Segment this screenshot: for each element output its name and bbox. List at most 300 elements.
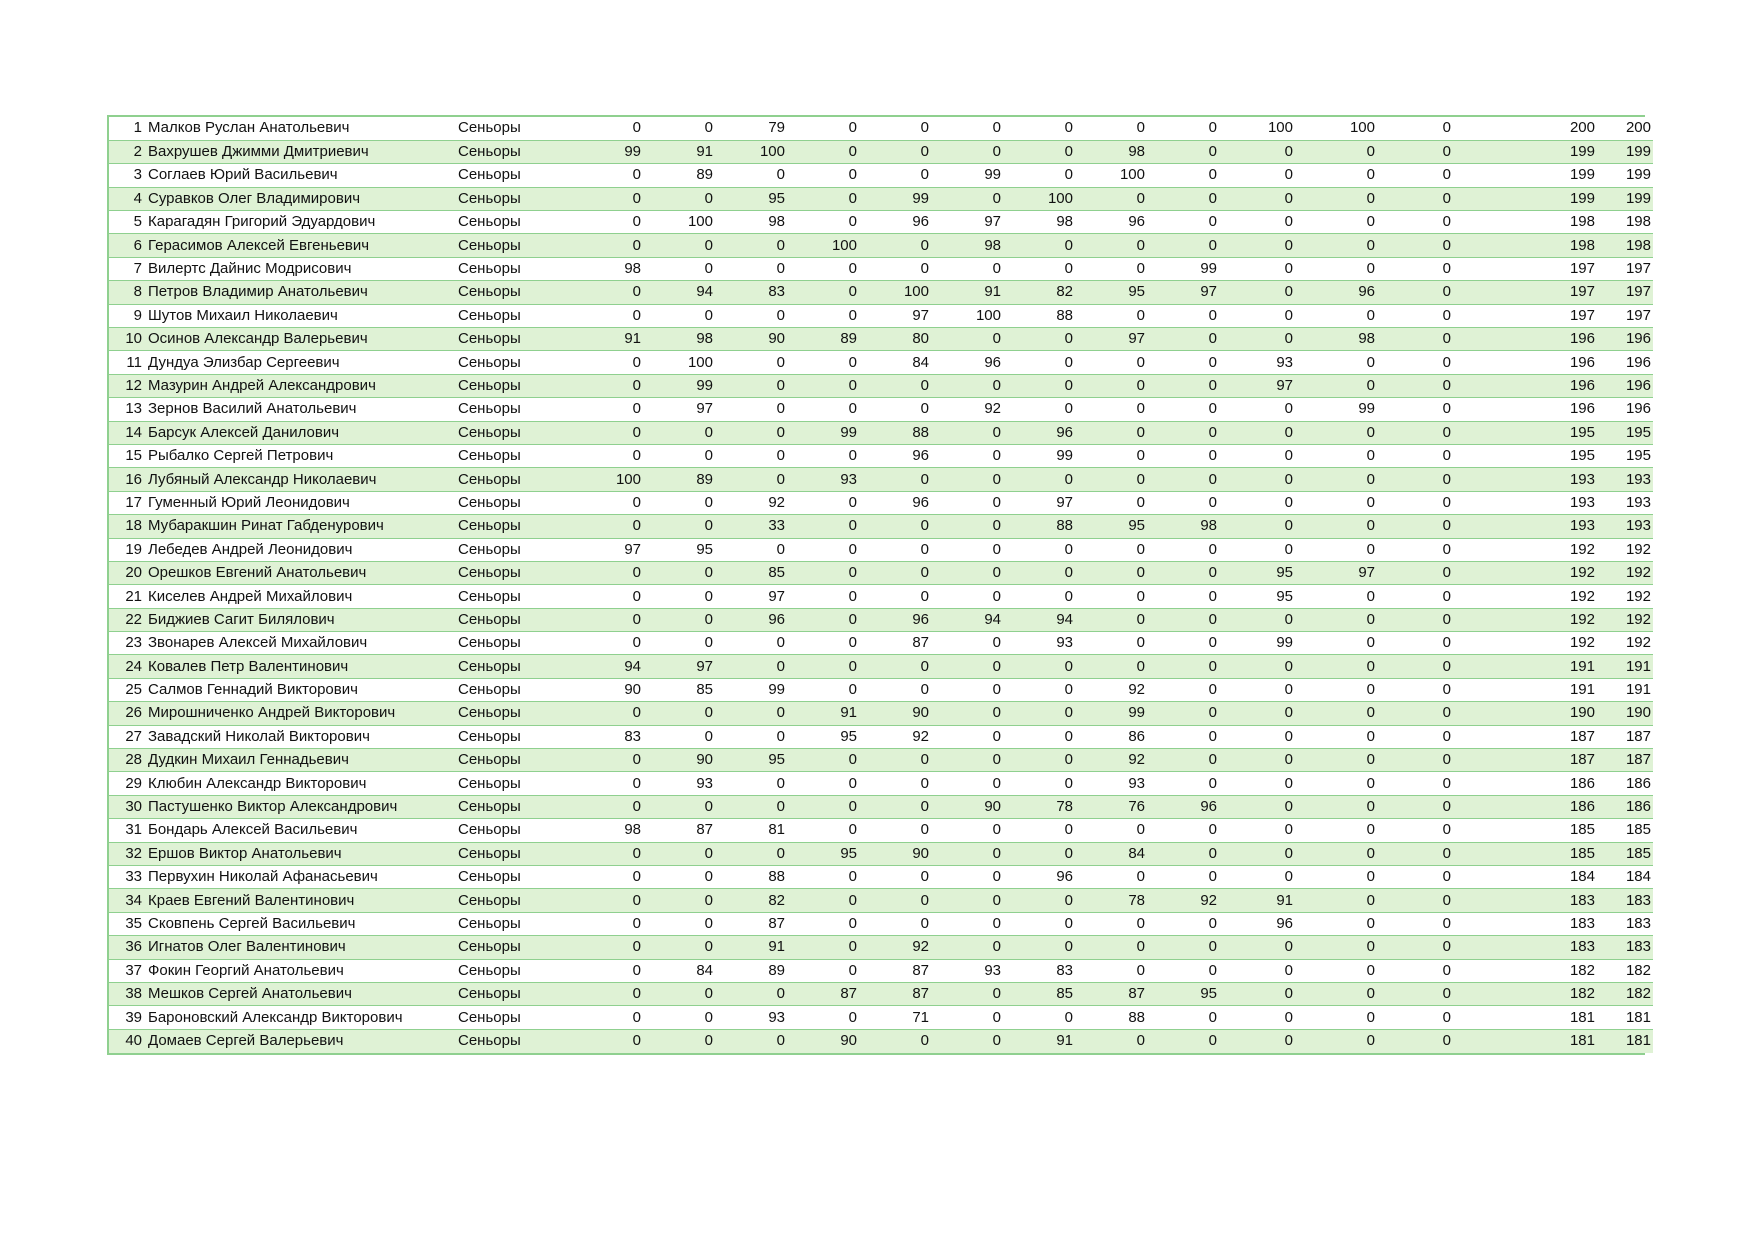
total-cell: 186: [1595, 772, 1653, 795]
stage-score-cell: 0: [1375, 421, 1451, 444]
table-row: [109, 866, 1653, 889]
participant-name-cell: Осинов Александр Валерьевич: [147, 328, 458, 351]
stage-score-cell: 0: [785, 585, 857, 608]
table-row: [109, 140, 1653, 163]
stage-score-cell: 0: [1073, 234, 1145, 257]
stage-score-cell: 0: [641, 444, 713, 467]
stage-score-cell: 0: [1375, 515, 1451, 538]
stage-score-cell: 0: [929, 421, 1001, 444]
stage-score-cell: 0: [857, 912, 929, 935]
stage-score-cell: 88: [857, 421, 929, 444]
stage-score-cell: 0: [1293, 959, 1375, 982]
stage-score-cell: 0: [1293, 772, 1375, 795]
stage-score-cell: 0: [1217, 655, 1293, 678]
stage-score-cell: 0: [1145, 374, 1217, 397]
total-cell: 187: [1595, 725, 1653, 748]
sum-cell: 193: [1451, 491, 1595, 514]
participant-name-cell: Клюбин Александр Викторович: [147, 772, 458, 795]
stage-score-cell: 96: [1001, 866, 1073, 889]
participant-name-cell: Бароновский Александр Викторович: [147, 1006, 458, 1029]
stage-score-cell: 0: [929, 678, 1001, 701]
category-cell: Сеньоры: [458, 117, 583, 140]
stage-score-cell: 0: [1293, 140, 1375, 163]
participant-name-cell: Сковпень Сергей Васильевич: [147, 912, 458, 935]
stage-score-cell: 0: [1145, 842, 1217, 865]
stage-score-cell: 0: [857, 772, 929, 795]
stage-score-cell: 0: [1375, 889, 1451, 912]
stage-score-cell: 0: [583, 982, 641, 1005]
stage-score-cell: 0: [1293, 187, 1375, 210]
stage-score-cell: 0: [713, 374, 785, 397]
stage-score-cell: 0: [857, 795, 929, 818]
stage-score-cell: 0: [1001, 772, 1073, 795]
stage-score-cell: 0: [1145, 351, 1217, 374]
category-cell: Сеньоры: [458, 398, 583, 421]
total-cell: 193: [1595, 491, 1653, 514]
stage-score-cell: 0: [583, 889, 641, 912]
rank-cell: 2: [109, 140, 147, 163]
sum-cell: 182: [1451, 982, 1595, 1005]
stage-score-cell: 0: [1073, 187, 1145, 210]
participant-name-cell: Вилертс Дайнис Модрисович: [147, 257, 458, 280]
category-cell: Сеньоры: [458, 678, 583, 701]
stage-score-cell: 0: [1293, 468, 1375, 491]
stage-score-cell: 0: [929, 468, 1001, 491]
table-row: [109, 491, 1653, 514]
stage-score-cell: 0: [1073, 351, 1145, 374]
total-cell: 199: [1595, 187, 1653, 210]
table-row: [109, 257, 1653, 280]
stage-score-cell: 0: [785, 538, 857, 561]
stage-score-cell: 0: [1073, 561, 1145, 584]
participant-name-cell: Первухин Николай Афанасьевич: [147, 866, 458, 889]
stage-score-cell: 0: [857, 561, 929, 584]
rank-cell: 25: [109, 678, 147, 701]
total-cell: 183: [1595, 889, 1653, 912]
stage-score-cell: 94: [1001, 608, 1073, 631]
category-cell: Сеньоры: [458, 655, 583, 678]
participant-name-cell: Краев Евгений Валентинович: [147, 889, 458, 912]
stage-score-cell: 96: [1217, 912, 1293, 935]
stage-score-cell: 96: [1293, 281, 1375, 304]
sum-cell: 196: [1451, 351, 1595, 374]
stage-score-cell: 91: [785, 702, 857, 725]
stage-score-cell: 90: [857, 702, 929, 725]
category-cell: Сеньоры: [458, 538, 583, 561]
rank-cell: 12: [109, 374, 147, 397]
stage-score-cell: 0: [857, 117, 929, 140]
category-cell: Сеньоры: [458, 1006, 583, 1029]
category-cell: Сеньоры: [458, 912, 583, 935]
stage-score-cell: 0: [1375, 234, 1451, 257]
total-cell: 182: [1595, 982, 1653, 1005]
stage-score-cell: 0: [929, 866, 1001, 889]
rank-cell: 36: [109, 936, 147, 959]
stage-score-cell: 0: [785, 866, 857, 889]
participant-name-cell: Гуменный Юрий Леонидович: [147, 491, 458, 514]
stage-score-cell: 0: [1293, 678, 1375, 701]
rank-cell: 28: [109, 749, 147, 772]
total-cell: 187: [1595, 749, 1653, 772]
rank-cell: 11: [109, 351, 147, 374]
stage-score-cell: 95: [713, 749, 785, 772]
stage-score-cell: 96: [857, 444, 929, 467]
stage-score-cell: 0: [713, 538, 785, 561]
stage-score-cell: 0: [785, 819, 857, 842]
category-cell: Сеньоры: [458, 421, 583, 444]
stage-score-cell: 93: [785, 468, 857, 491]
table-row: [109, 281, 1653, 304]
stage-score-cell: 0: [1217, 234, 1293, 257]
stage-score-cell: 99: [1073, 702, 1145, 725]
stage-score-cell: 99: [1145, 257, 1217, 280]
stage-score-cell: 0: [1001, 328, 1073, 351]
rank-cell: 22: [109, 608, 147, 631]
category-cell: Сеньоры: [458, 304, 583, 327]
stage-score-cell: 0: [1293, 421, 1375, 444]
stage-score-cell: 87: [857, 632, 929, 655]
stage-score-cell: 0: [1293, 632, 1375, 655]
stage-score-cell: 99: [929, 164, 1001, 187]
category-cell: Сеньоры: [458, 257, 583, 280]
stage-score-cell: 83: [583, 725, 641, 748]
stage-score-cell: 98: [1293, 328, 1375, 351]
total-cell: 193: [1595, 468, 1653, 491]
table-row: [109, 164, 1653, 187]
stage-score-cell: 97: [713, 585, 785, 608]
stage-score-cell: 0: [641, 795, 713, 818]
stage-score-cell: 0: [583, 304, 641, 327]
stage-score-cell: 0: [857, 257, 929, 280]
participant-name-cell: Домаев Сергей Валерьевич: [147, 1029, 458, 1052]
stage-score-cell: 0: [1293, 982, 1375, 1005]
stage-score-cell: 91: [583, 328, 641, 351]
rank-cell: 16: [109, 468, 147, 491]
stage-score-cell: 0: [929, 1006, 1001, 1029]
stage-score-cell: 0: [1073, 304, 1145, 327]
stage-score-cell: 95: [1145, 982, 1217, 1005]
stage-score-cell: 0: [1375, 842, 1451, 865]
sum-cell: 184: [1451, 866, 1595, 889]
stage-score-cell: 0: [583, 351, 641, 374]
stage-score-cell: 0: [1073, 117, 1145, 140]
stage-score-cell: 0: [785, 772, 857, 795]
stage-score-cell: 89: [785, 328, 857, 351]
stage-score-cell: 0: [929, 257, 1001, 280]
stage-score-cell: 96: [929, 351, 1001, 374]
stage-score-cell: 98: [583, 819, 641, 842]
stage-score-cell: 0: [641, 585, 713, 608]
participant-name-cell: Мирошниченко Андрей Викторович: [147, 702, 458, 725]
total-cell: 192: [1595, 561, 1653, 584]
stage-score-cell: 0: [1375, 117, 1451, 140]
rank-cell: 37: [109, 959, 147, 982]
stage-score-cell: 96: [857, 608, 929, 631]
stage-score-cell: 91: [713, 936, 785, 959]
stage-score-cell: 0: [583, 117, 641, 140]
total-cell: 196: [1595, 351, 1653, 374]
category-cell: Сеньоры: [458, 328, 583, 351]
stage-score-cell: 0: [1293, 608, 1375, 631]
stage-score-cell: 0: [1375, 678, 1451, 701]
stage-score-cell: 90: [929, 795, 1001, 818]
stage-score-cell: 96: [857, 491, 929, 514]
sum-cell: 199: [1451, 140, 1595, 163]
stage-score-cell: 0: [785, 374, 857, 397]
table-row: [109, 655, 1653, 678]
category-cell: Сеньоры: [458, 491, 583, 514]
total-cell: 183: [1595, 936, 1653, 959]
total-cell: 199: [1595, 164, 1653, 187]
stage-score-cell: 0: [713, 444, 785, 467]
stage-score-cell: 93: [1073, 772, 1145, 795]
stage-score-cell: 87: [641, 819, 713, 842]
sum-cell: 192: [1451, 608, 1595, 631]
participant-name-cell: Малков Руслан Анатольевич: [147, 117, 458, 140]
stage-score-cell: 85: [1001, 982, 1073, 1005]
participant-name-cell: Карагадян Григорий Эдуардович: [147, 211, 458, 234]
stage-score-cell: 0: [1073, 257, 1145, 280]
stage-score-cell: 0: [1073, 585, 1145, 608]
sum-cell: 193: [1451, 515, 1595, 538]
participant-name-cell: Петров Владимир Анатольевич: [147, 281, 458, 304]
stage-score-cell: 100: [583, 468, 641, 491]
stage-score-cell: 0: [1001, 257, 1073, 280]
stage-score-cell: 71: [857, 1006, 929, 1029]
stage-score-cell: 0: [1217, 749, 1293, 772]
stage-score-cell: 0: [929, 936, 1001, 959]
category-cell: Сеньоры: [458, 561, 583, 584]
stage-score-cell: 82: [1001, 281, 1073, 304]
stage-score-cell: 0: [583, 234, 641, 257]
stage-score-cell: 0: [1293, 912, 1375, 935]
stage-score-cell: 0: [583, 374, 641, 397]
stage-score-cell: 0: [1217, 678, 1293, 701]
stage-score-cell: 94: [929, 608, 1001, 631]
stage-score-cell: 0: [1073, 632, 1145, 655]
stage-score-cell: 87: [713, 912, 785, 935]
stage-score-cell: 98: [713, 211, 785, 234]
stage-score-cell: 0: [713, 421, 785, 444]
stage-score-cell: 100: [1217, 117, 1293, 140]
stage-score-cell: 0: [1375, 257, 1451, 280]
table-row: [109, 936, 1653, 959]
category-cell: Сеньоры: [458, 234, 583, 257]
stage-score-cell: 92: [857, 725, 929, 748]
stage-score-cell: 88: [1001, 515, 1073, 538]
stage-score-cell: 0: [641, 725, 713, 748]
stage-score-cell: 0: [929, 632, 1001, 655]
stage-score-cell: 0: [1217, 421, 1293, 444]
stage-score-cell: 0: [713, 164, 785, 187]
rank-cell: 32: [109, 842, 147, 865]
stage-score-cell: 0: [1375, 795, 1451, 818]
stage-score-cell: 0: [583, 608, 641, 631]
stage-score-cell: 0: [1293, 702, 1375, 725]
stage-score-cell: 0: [1217, 468, 1293, 491]
participant-name-cell: Герасимов Алексей Евгеньевич: [147, 234, 458, 257]
stage-score-cell: 91: [1001, 1029, 1073, 1052]
stage-score-cell: 97: [1145, 281, 1217, 304]
participant-name-cell: Ковалев Петр Валентинович: [147, 655, 458, 678]
stage-score-cell: 0: [1293, 515, 1375, 538]
stage-score-cell: 0: [1073, 608, 1145, 631]
stage-score-cell: 0: [713, 632, 785, 655]
table-row: [109, 632, 1653, 655]
stage-score-cell: 100: [1293, 117, 1375, 140]
sum-cell: 190: [1451, 702, 1595, 725]
sum-cell: 181: [1451, 1006, 1595, 1029]
rank-cell: 13: [109, 398, 147, 421]
table-row: [109, 702, 1653, 725]
stage-score-cell: 0: [929, 561, 1001, 584]
stage-score-cell: 0: [1145, 1029, 1217, 1052]
stage-score-cell: 76: [1073, 795, 1145, 818]
stage-score-cell: 0: [1145, 866, 1217, 889]
category-cell: Сеньоры: [458, 608, 583, 631]
stage-score-cell: 0: [1217, 398, 1293, 421]
stage-score-cell: 0: [785, 749, 857, 772]
stage-score-cell: 0: [857, 889, 929, 912]
sum-cell: 196: [1451, 328, 1595, 351]
sum-cell: 191: [1451, 678, 1595, 701]
stage-score-cell: 0: [929, 819, 1001, 842]
sum-cell: 191: [1451, 655, 1595, 678]
stage-score-cell: 0: [713, 655, 785, 678]
stage-score-cell: 97: [1293, 561, 1375, 584]
rank-cell: 20: [109, 561, 147, 584]
total-cell: 193: [1595, 515, 1653, 538]
stage-score-cell: 0: [1375, 561, 1451, 584]
table-row: [109, 725, 1653, 748]
sum-cell: 195: [1451, 444, 1595, 467]
stage-score-cell: 0: [641, 912, 713, 935]
stage-score-cell: 0: [1375, 328, 1451, 351]
stage-score-cell: 0: [1001, 936, 1073, 959]
stage-score-cell: 0: [1217, 187, 1293, 210]
participant-name-cell: Завадский Николай Викторович: [147, 725, 458, 748]
rank-cell: 14: [109, 421, 147, 444]
table-row: [109, 772, 1653, 795]
stage-score-cell: 0: [1217, 959, 1293, 982]
stage-score-cell: 0: [583, 772, 641, 795]
category-cell: Сеньоры: [458, 1029, 583, 1052]
table-row: [109, 889, 1653, 912]
stage-score-cell: 0: [1293, 1006, 1375, 1029]
stage-score-cell: 0: [857, 749, 929, 772]
participant-name-cell: Звонарев Алексей Михайлович: [147, 632, 458, 655]
total-cell: 195: [1595, 444, 1653, 467]
stage-score-cell: 0: [641, 187, 713, 210]
category-cell: Сеньоры: [458, 936, 583, 959]
stage-score-cell: 83: [1001, 959, 1073, 982]
stage-score-cell: 0: [641, 702, 713, 725]
stage-score-cell: 0: [1217, 795, 1293, 818]
rank-cell: 8: [109, 281, 147, 304]
total-cell: 185: [1595, 842, 1653, 865]
table-row: [109, 421, 1653, 444]
stage-score-cell: 0: [1293, 257, 1375, 280]
participant-name-cell: Дундуа Элизбар Сергеевич: [147, 351, 458, 374]
stage-score-cell: 0: [785, 912, 857, 935]
table-row: [109, 1006, 1653, 1029]
sum-cell: 198: [1451, 234, 1595, 257]
stage-score-cell: 0: [641, 936, 713, 959]
stage-score-cell: 0: [1217, 1006, 1293, 1029]
stage-score-cell: 0: [713, 772, 785, 795]
stage-score-cell: 93: [713, 1006, 785, 1029]
total-cell: 196: [1595, 328, 1653, 351]
rank-cell: 18: [109, 515, 147, 538]
participant-name-cell: Вахрушев Джимми Дмитриевич: [147, 140, 458, 163]
stage-score-cell: 0: [1145, 491, 1217, 514]
stage-score-cell: 0: [857, 515, 929, 538]
stage-score-cell: 0: [857, 678, 929, 701]
stage-score-cell: 87: [1073, 982, 1145, 1005]
stage-score-cell: 0: [785, 304, 857, 327]
participant-name-cell: Зернов Василий Анатольевич: [147, 398, 458, 421]
stage-score-cell: 95: [1073, 515, 1145, 538]
sum-cell: 192: [1451, 585, 1595, 608]
total-cell: 200: [1595, 117, 1653, 140]
stage-score-cell: 95: [1073, 281, 1145, 304]
stage-score-cell: 0: [1145, 655, 1217, 678]
stage-score-cell: 98: [929, 234, 1001, 257]
stage-score-cell: 0: [641, 982, 713, 1005]
stage-score-cell: 0: [1217, 819, 1293, 842]
stage-score-cell: 100: [641, 211, 713, 234]
stage-score-cell: 92: [1073, 678, 1145, 701]
total-cell: 181: [1595, 1029, 1653, 1052]
stage-score-cell: 0: [641, 1006, 713, 1029]
category-cell: Сеньоры: [458, 140, 583, 163]
sum-cell: 186: [1451, 772, 1595, 795]
sum-cell: 195: [1451, 421, 1595, 444]
stage-score-cell: 33: [713, 515, 785, 538]
stage-score-cell: 99: [641, 374, 713, 397]
stage-score-cell: 0: [1145, 819, 1217, 842]
table-row: [109, 468, 1653, 491]
stage-score-cell: 0: [1145, 912, 1217, 935]
stage-score-cell: 0: [713, 795, 785, 818]
stage-score-cell: 97: [641, 398, 713, 421]
stage-score-cell: 0: [857, 538, 929, 561]
category-cell: Сеньоры: [458, 468, 583, 491]
stage-score-cell: 0: [1293, 538, 1375, 561]
total-cell: 186: [1595, 795, 1653, 818]
stage-score-cell: 0: [1293, 725, 1375, 748]
participant-name-cell: Бондарь Алексей Васильевич: [147, 819, 458, 842]
stage-score-cell: 0: [583, 795, 641, 818]
stage-score-cell: 0: [713, 304, 785, 327]
stage-score-cell: 0: [583, 702, 641, 725]
stage-score-cell: 78: [1001, 795, 1073, 818]
stage-score-cell: 0: [1217, 304, 1293, 327]
stage-score-cell: 0: [785, 351, 857, 374]
stage-score-cell: 0: [1073, 1029, 1145, 1052]
stage-score-cell: 0: [1293, 842, 1375, 865]
stage-score-cell: 0: [929, 772, 1001, 795]
stage-score-cell: 0: [929, 444, 1001, 467]
sum-cell: 182: [1451, 959, 1595, 982]
stage-score-cell: 0: [1145, 585, 1217, 608]
results-table: [109, 117, 1653, 1053]
stage-score-cell: 0: [1293, 351, 1375, 374]
table-row: [109, 328, 1653, 351]
stage-score-cell: 0: [1145, 959, 1217, 982]
sum-cell: 199: [1451, 187, 1595, 210]
participant-name-cell: Соглаев Юрий Васильевич: [147, 164, 458, 187]
